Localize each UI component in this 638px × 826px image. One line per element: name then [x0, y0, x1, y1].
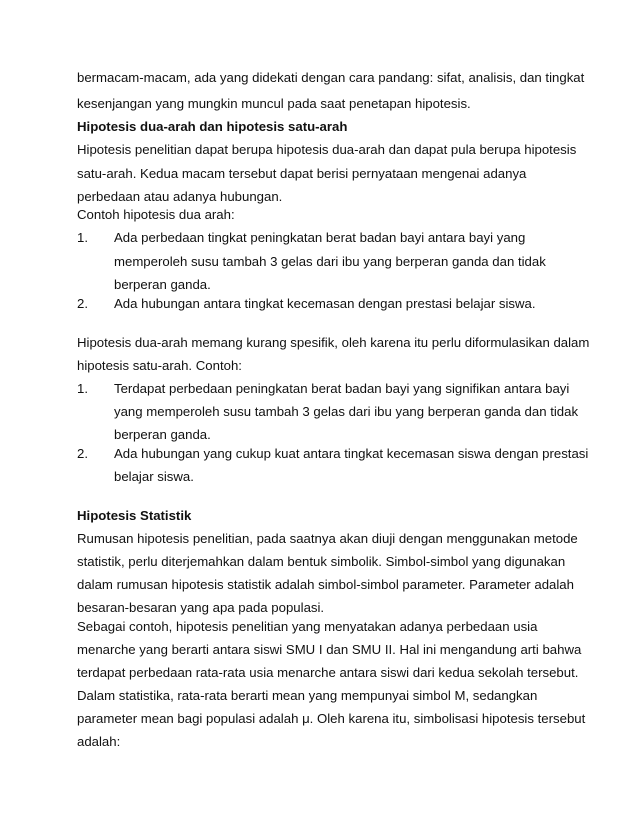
paragraph-3-line-1: Hipotesis dua-arah memang kurang spesifik, oleh karena itu perlu diformulasikan dalam: [77, 335, 590, 350]
list-1-item-2-line-1: Ada hubungan antara tingkat kecemasan dengan prestasi belajar siswa.: [114, 296, 536, 311]
paragraph-5-line-5: parameter mean bagi populasi adalah μ. Oleh karena itu, simbolisasi hipotesis tersebut: [77, 711, 586, 726]
paragraph-4-line-1: Rumusan hipotesis penelitian, pada saatnya akan diuji dengan menggunakan metode: [77, 531, 578, 546]
paragraph-4-line-3: dalam rumusan hipotesis statistik adalah simbol-simbol parameter. Parameter adalah: [77, 577, 574, 592]
paragraph-5-line-3: terdapat perbedaan rata-rata usia menarche antara siswi dari kedua sekolah tersebut.: [77, 665, 579, 680]
paragraph-4-line-2: statistik, perlu diterjemahkan dalam bentuk simbolik. Simbol-simbol yang digunakan: [77, 554, 566, 569]
paragraph-2-line-3: perbedaan atau adanya hubungan.: [77, 189, 283, 204]
paragraph-3-line-2: hipotesis satu-arah. Contoh:: [77, 358, 242, 373]
paragraph-2-line-1: Hipotesis penelitian dapat berupa hipotesis dua-arah dan dapat pula berupa hipotesis: [77, 142, 577, 157]
paragraph-5-line-4: Dalam statistika, rata-rata berarti mean yang mempunyai simbol M, sedangkan: [77, 688, 538, 703]
paragraph-5-line-1: Sebagai contoh, hipotesis penelitian yang menyatakan adanya perbedaan usia: [77, 619, 538, 634]
list-2-item-1-line-2: yang memperoleh susu tambah 3 gelas dari ibu yang berperan ganda dan tidak: [114, 404, 579, 419]
list-2-item-1-line-1: Terdapat perbedaan peningkatan berat badan bayi yang signifikan antara bayi: [114, 381, 570, 396]
paragraph-1-line-2: kesenjangan yang mungkin muncul pada saat penetapan hipotesis.: [77, 96, 471, 111]
heading-hipotesis-statistik: Hipotesis Statistik: [77, 508, 192, 523]
paragraph-5-line-6: adalah:: [77, 734, 121, 749]
list-2-item-1-line-3: berperan ganda.: [114, 427, 211, 442]
paragraph-2-line-2: satu-arah. Kedua macam tersebut dapat berisi pernyataan mengenai adanya: [77, 166, 527, 181]
list-1-item-2-number: 2.: [77, 296, 88, 311]
paragraph-5-line-2: menarche yang berarti antara siswi SMU I dan SMU II. Hal ini mengandung arti bahwa: [77, 642, 582, 657]
list-1-item-1-line-1: Ada perbedaan tingkat peningkatan berat badan bayi antara bayi yang: [114, 230, 526, 245]
list-2-item-2-line-2: belajar siswa.: [114, 469, 194, 484]
paragraph-2-line-4: Contoh hipotesis dua arah:: [77, 207, 235, 222]
paragraph-1-line-1: bermacam-macam, ada yang didekati dengan cara pandang: sifat, analisis, dan tingkat: [77, 70, 585, 85]
heading-two-way-one-way: Hipotesis dua-arah dan hipotesis satu-arah: [77, 119, 348, 134]
list-1-item-1-number: 1.: [77, 230, 88, 245]
list-1-item-1-line-3: berperan ganda.: [114, 277, 211, 292]
list-2-item-1-number: 1.: [77, 381, 88, 396]
list-1-item-1-line-2: memperoleh susu tambah 3 gelas dari ibu yang berperan ganda dan tidak: [114, 254, 546, 269]
list-2-item-2-number: 2.: [77, 446, 88, 461]
list-2-item-2-line-1: Ada hubungan yang cukup kuat antara tingkat kecemasan siswa dengan prestasi: [114, 446, 589, 461]
paragraph-4-line-4: besaran-besaran yang apa pada populasi.: [77, 600, 325, 615]
